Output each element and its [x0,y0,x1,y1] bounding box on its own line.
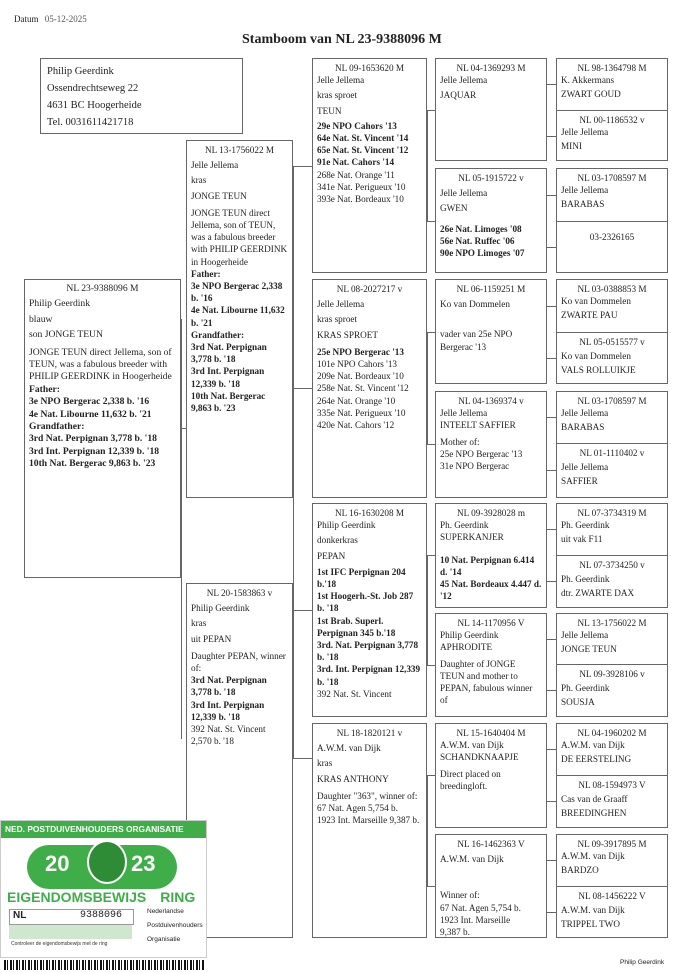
g5-ring: NL 08-1456222 V [578,891,646,901]
g3-results: 1st IFC Perpignan 204 b.'18 1st Hoogerh.-St. Job 287 b. '18 1st Brab. Superl. Perpignan 345 b.'18 3rd. Nat. Perpignan 3,778 b. '18 3rd. Int. Perpignan 12,339 b. '18 [317,566,421,687]
connector [427,555,435,556]
connector [547,639,556,640]
g5-name: JONGE TEUN [561,644,617,655]
grandsire-maternal-box [312,503,427,717]
g4-box-7 [435,723,547,828]
g4-ring: NL 04-1369293 M [456,63,526,73]
father-box [186,140,293,498]
g5-entry [557,776,667,828]
connector [427,444,435,445]
g5-name: VALS ROLLUIKJE [561,365,636,376]
g3-breeder: A.W.M. van Dijk [317,743,381,754]
g4-name: INTEELT SAFFIER [440,420,516,431]
g3-ring: NL 08-2027217 v [336,284,403,294]
g4-ring: NL 09-3928028 m [456,508,526,518]
g5-entry [557,444,667,498]
connector [427,775,435,776]
card-year-left: 20 [45,851,70,876]
subject-breeder: Philip Geerdink [29,298,91,310]
connector [427,332,428,444]
connector [547,195,556,196]
g5-breeder: Jelle Jellema [561,630,609,641]
g5-name: SAFFIER [561,476,598,487]
g4-ring: NL 05-1915722 v [458,173,524,183]
card-org: NED. POSTDUIVENHOUDERS ORGANISATIE [5,824,184,834]
granddam-maternal-box [312,723,427,938]
g5-ring: NL 04-1960202 M [577,728,647,738]
date-value: 05-12-2025 [44,14,87,24]
card-ring-suffix: RING [160,889,196,905]
g4-breeder: Jelle Jellema [440,188,488,199]
connector [547,749,556,750]
connector [293,388,312,389]
g4-desc: Daughter of JONGE TEUN and mother to PEPAN, fabulous winner of [440,658,533,706]
g5-ring: NL 98-1364798 M [577,63,647,73]
g4-desc: vader van 25e NPO Bergerac '13 [440,329,513,352]
g5-breeder: Ko van Dommelen [561,351,631,362]
connector [547,84,556,85]
g5-entry [557,835,667,886]
card-label: EIGENDOMSBEWIJS [7,889,147,905]
g5-ring: NL 07-3734319 M [577,508,647,518]
connector [427,110,428,221]
g5-ring: NL 13-1756022 M [577,618,647,628]
g5-name: dtr. ZWARTE DAX [561,588,635,599]
g4-box-6 [435,613,547,717]
connector [547,912,556,913]
g5-entry [557,614,667,664]
father-breeder: Jelle Jellema [191,160,239,171]
granddam-paternal-box [312,279,427,498]
g5-name: ZWARTE PAU [561,310,618,321]
date-line [14,14,87,24]
g4-box-5 [435,503,547,608]
g4-name: SUPERKANJER [440,532,504,543]
g5-entry [557,222,667,273]
g5-breeder: Ph. Geerdink [561,520,610,531]
g4-box-3 [435,279,547,384]
g4-breeder: Jelle Jellema [440,75,488,86]
g3-color: kras sproet [317,90,358,101]
g5-breeder: Cas van de Graaff [561,794,628,805]
g5-entry [557,111,667,161]
g5-name: MINI [561,141,582,152]
mother-tail: 392 Nat. St. Vincent 2,570 b. '18 [191,724,266,747]
g4-ring: NL 06-1159251 M [456,284,526,294]
g4-results: 26e Nat. Limoges '08 56e Nat. Ruffec '06 90e NPO Limoges '07 [440,223,525,259]
g5-breeder: Ko van Dommelen [561,296,631,307]
card-side-2: Postduivenhouders [147,922,203,929]
g5-breeder: A.W.M. van Dijk [561,905,625,916]
g4-desc: Direct placed on breedingloft. [440,768,501,791]
connector [427,221,435,222]
connector [293,610,312,611]
g5-ring: 03-2326165 [589,232,635,242]
g5-entry [557,556,667,608]
father-desc: JONGE TEUN direct Jellema, son of TEUN, was a fabulous breeder with PHILIP GEERDINK in Hoogerheide [191,207,288,267]
g4-ring: NL 04-1369374 v [458,396,524,406]
connector [547,801,556,802]
connector [547,860,556,861]
g4-breeder: Jelle Jellema [440,408,488,419]
card-number: 9388096 [80,910,123,921]
g4-name: GWEN [440,203,468,214]
card-stripe [9,925,132,939]
g5-ring: NL 01-1110402 v [579,448,645,458]
page-title: Stamboom van NL 23-9388096 M [242,32,442,47]
owner-name: Philip Geerdink [47,66,114,77]
g5-name: ZWART GOUD [561,89,621,100]
g5-entry [557,169,667,221]
father-ring: NL 13-1756022 M [204,145,275,155]
g5-ring: NL 05-0515577 v [579,337,645,347]
g4-ring: NL 15-1640404 M [456,728,526,738]
g5-entry [557,665,667,717]
g3-tail: Daughter "363", winner of: 67 Nat. Agen 5,754 b. 1923 Int. Marseille 9,387 b. [317,790,420,826]
g5-ring: NL 03-0388853 M [577,284,647,294]
g4-box-1 [435,58,547,161]
g5-entry [557,333,667,384]
card-side-3: Organisatie [147,936,181,943]
g5-ring: NL 07-3734250 v [579,560,645,570]
subject-ring: NL 23-9388096 M [66,283,139,294]
subject-color: blauw [29,313,53,325]
g3-results: 25e NPO Bergerac '13 [317,346,404,357]
subject-box [24,279,181,578]
g5-entry [557,724,667,775]
g3-ring: NL 09-1653620 M [334,63,405,73]
mother-ring: NL 20-1583863 v [206,588,273,598]
g4-breeder: Ko van Dommelen [440,299,510,310]
connector [547,690,556,691]
g3-color: kras [317,758,333,769]
subject-desc: JONGE TEUN direct Jellema, son of TEUN, was a fabulous breeder with PHILIP GEERDINK in Hoogerheide [29,346,172,383]
card-number-field [9,909,134,925]
g3-tail: 101e NPO Cahors '13 209e Nat. Bordeaux '10 258e Nat. St. Vincent '12 264e Nat. Orange '10 335e Nat. Perigueux '10 420e Nat. Cahors '12 [317,359,409,431]
connector [427,555,428,665]
g5-breeder: Ph. Geerdink [561,683,610,694]
father-color: kras [191,175,207,186]
g5-ring: NL 03-1708597 M [577,173,647,183]
g3-color: donkerkras [317,535,358,546]
g4-box-2 [435,168,547,273]
g4-box-4 [435,391,547,498]
g5-name: BARABAS [561,199,605,210]
g5-name: BREEDINGHEN [561,808,627,819]
subject-name: son JONGE TEUN [29,329,103,341]
connector [293,166,312,167]
connector [547,358,556,359]
owner-city: 4631 BC Hoogerheide [47,100,142,111]
g5-name: DE EERSTELING [561,754,632,765]
lion-emblem-icon [87,840,127,884]
g5-breeder: Jelle Jellema [561,185,609,196]
g4-desc: Mother of: 25e NPO Bergerac '13 31e NPO Bergerac [440,436,523,472]
g5-name: BARDZO [561,865,599,876]
mother-results: 3rd Nat. Perpignan 3,778 b. '18 3rd Int. Perpignan 12,339 b. '18 [191,675,267,722]
g3-ring: NL 16-1630208 M [334,508,405,518]
g4-ring: NL 14-1170956 V [457,618,525,628]
g4-breeder: A.W.M. van Dijk [440,854,504,865]
card-year-right: 23 [131,851,156,876]
g5-breeder: Ph. Geerdink [561,574,610,585]
connector [547,529,556,530]
owner-tel: Tel. 0031611421718 [47,117,134,128]
g5-entry [557,504,667,555]
connector [547,417,556,418]
mother-desc: Daughter PEPAN, winner of: [191,650,286,674]
g3-tail: 392 Nat. St. Vincent [317,688,392,699]
g4-breeder: Ph. Geerdink [440,520,489,531]
g5-breeder: A.W.M. van Dijk [561,740,625,751]
connector [427,775,428,886]
g4-breeder: A.W.M. van Dijk [440,740,504,751]
g5-breeder: Jelle Jellema [561,408,609,419]
g4-results: 10 Nat. Perpignan 6.414 d. '14 45 Nat. Bordeaux 4.447 d. '12 [440,554,542,602]
father-name: JONGE TEUN [191,190,247,201]
g5-breeder: Jelle Jellema [561,127,609,138]
g3-name: PEPAN [317,550,346,561]
g3-name: TEUN [317,105,342,116]
connector [427,332,435,333]
g5-name: BARABAS [561,422,605,433]
connector [427,886,435,887]
connector [181,319,182,739]
g3-breeder: Philip Geerdink [317,520,376,531]
g3-ring: NL 18-1820121 v [336,728,403,738]
g5-name: SOUSJA [561,697,595,708]
g5-ring: NL 09-3928106 v [579,669,645,679]
g4-name: APHRODITE [440,642,493,653]
g5-entry [557,59,667,110]
g4-breeder: Philip Geerdink [440,630,499,641]
connector [427,110,435,111]
connector [547,581,556,582]
card-country: NL [13,910,27,921]
connector [293,166,294,758]
barcode-icon [4,960,204,970]
owner-street: Ossendrechtseweg 22 [47,83,139,94]
connector [293,758,312,759]
g5-ring: NL 08-1594973 V [578,780,646,790]
g3-name: KRAS SPROET [317,329,379,340]
connector [547,247,556,248]
mother-name: uit PEPAN [191,633,232,644]
mother-color: kras [191,618,207,629]
subject-results: Father: 3e NPO Bergerac 2,338 b. '16 4e Nat. Libourne 11,632 b. '21 Grandfather: 3rd Nat. Perpignan 3,778 b. '18 3rd Int. Perpignan 12,339 b. '18 10th Nat. Bergerac 9,863 b. '23 [29,383,160,470]
grandsire-paternal-box [312,58,427,273]
card-side-1: Nederlandse [147,908,184,915]
g5-breeder: K. Akkermans [561,75,615,86]
connector [547,306,556,307]
card-footer: Controleer de eigendomsbewijs met de ring [11,941,108,947]
g5-breeder: A.W.M. van Dijk [561,851,625,862]
g5-entry [557,280,667,332]
g3-breeder: Jelle Jellema [317,75,365,86]
g5-ring: NL 00-1186532 v [579,115,645,125]
owner-box [40,58,243,134]
g5-name: TRIPPEL TWO [561,919,620,930]
g3-results: 29e NPO Cahors '13 64e Nat. St. Vincent '14 65e Nat. St. Vincent '12 91e Nat. Cahors '14 [317,120,409,168]
g4-name: SCHANDKNAAPJE [440,752,519,763]
g4-name: JAQUAR [440,90,477,101]
g3-tail: 268e Nat. Orange '11 341e Nat. Perigueux '10 393e Nat. Bordeaux '10 [317,169,406,205]
card-label-line [7,889,202,906]
g4-ring: NL 16-1462363 V [457,839,525,849]
connector [547,136,556,137]
date-label: Datum [14,14,39,24]
mother-breeder: Philip Geerdink [191,603,250,614]
g3-breeder: Jelle Jellema [317,299,365,310]
g3-name: KRAS ANTHONY [317,773,389,784]
g5-entry [557,887,667,938]
father-results: Father: 3e NPO Bergerac 2,338 b. '16 4e Nat. Libourne 11,632 b. '21 Grandfather: 3rd Nat. Perpignan 3,778 b. '18 3rd Int. Perpignan 12,339 b. '18 10th Nat. Bergerac 9,863 b. '23 [191,268,285,414]
ownership-card [0,820,207,958]
g5-ring: NL 03-1708597 M [577,396,647,406]
g5-breeder: Jelle Jellema [561,462,609,473]
g5-ring: NL 09-3917895 M [577,839,647,849]
footer-name: Philip Geerdink [620,959,665,966]
g4-desc: Winner of: 67 Nat. Agen 5,754 b. 1923 Int. Marseille 9,387 b. [440,890,521,938]
g4-box-8 [435,834,547,938]
g5-name: uit vak F11 [561,534,603,545]
connector [547,470,556,471]
g3-color: kras sproet [317,314,358,325]
g5-entry [557,392,667,443]
connector [427,665,435,666]
